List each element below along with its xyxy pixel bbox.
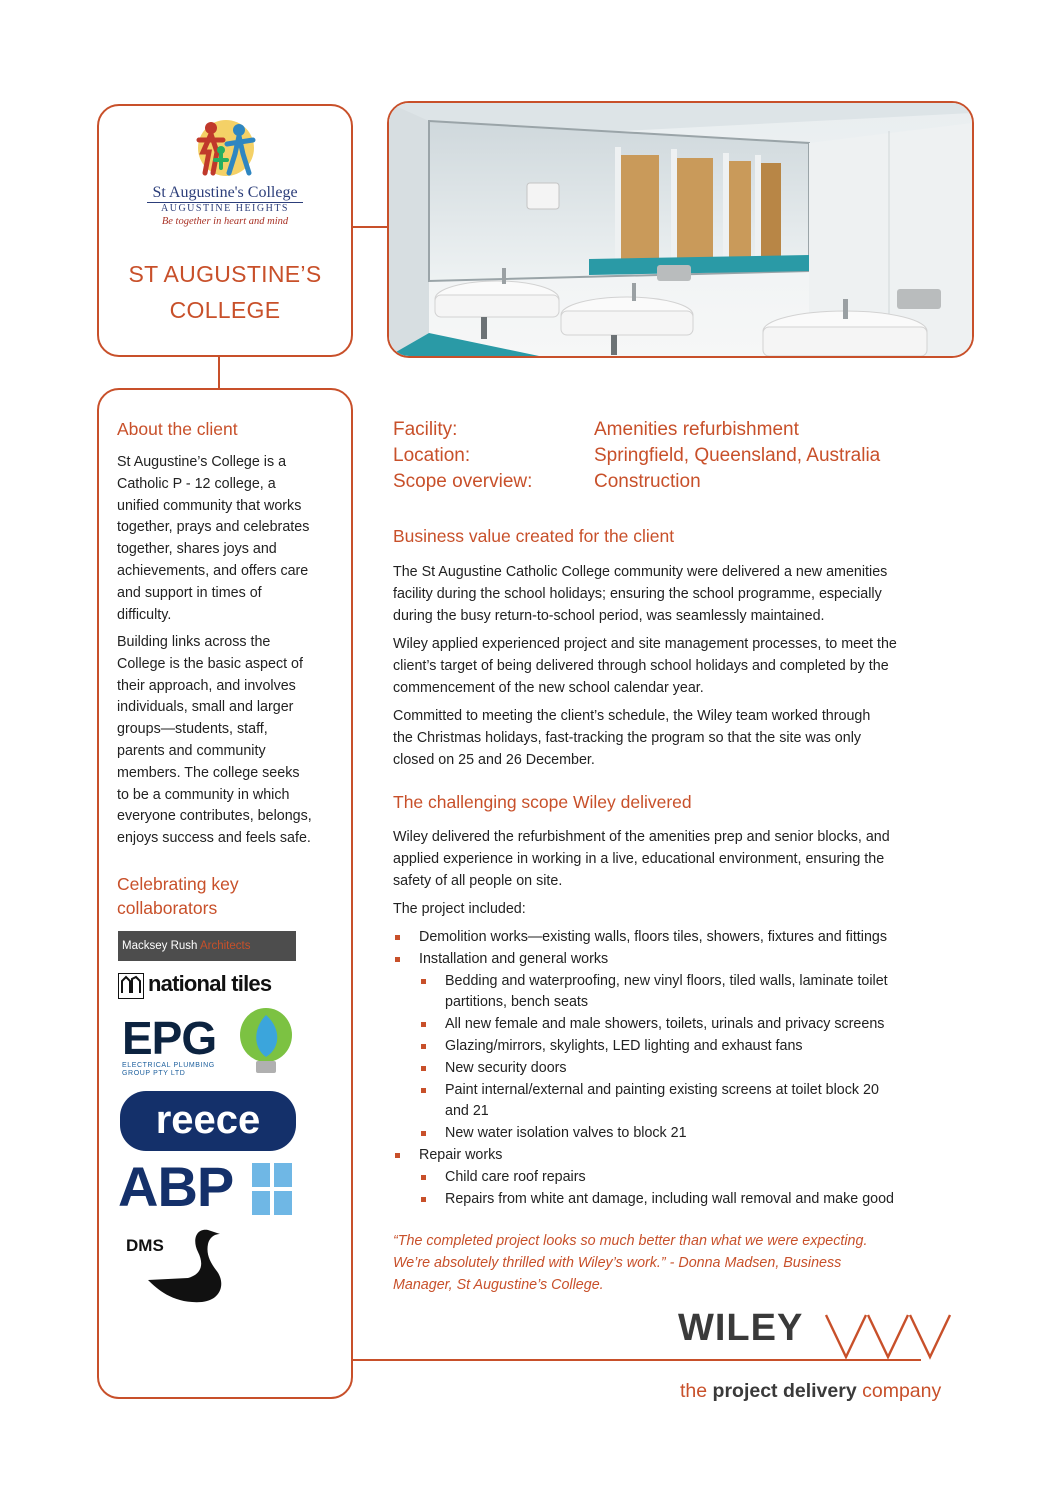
quote-line: Manager, St Augustine’s College. <box>393 1277 604 1293</box>
scope-subitem <box>393 1080 993 1124</box>
national-tiles-logo <box>118 971 318 1001</box>
wiley-tagline <box>680 1380 941 1403</box>
about-line: groups—students, staff, <box>117 721 268 738</box>
reece-logo <box>120 1091 296 1151</box>
abp-window-icon <box>252 1163 294 1215</box>
body-line: closed on 25 and 26 December. <box>393 752 595 768</box>
about-line: everyone contributes, belongs, <box>117 808 312 825</box>
bullet-square-icon <box>395 935 400 940</box>
tagline-company: company <box>856 1380 942 1402</box>
epg-logo <box>118 1007 298 1081</box>
about-line: their approach, and involves <box>117 677 296 694</box>
scope-item <box>393 927 993 949</box>
scope-item-line: New security doors <box>445 1059 567 1076</box>
about-line: enjoys success and feels safe. <box>117 830 311 847</box>
scope-item-line: Installation and general works <box>419 950 609 967</box>
body-line: Committed to meeting the client’s schedule, the Wiley team worked through <box>393 708 871 724</box>
about-line: individuals, small and larger <box>117 699 294 716</box>
dms-logo <box>118 1226 258 1308</box>
body-line: the Christmas holidays, fast-tracking the program so that the site was only <box>393 730 862 746</box>
quote-line: “The completed project looks so much better than what we were expecting. <box>393 1233 868 1249</box>
about-line: unified community that works <box>117 497 302 514</box>
national-tiles-icon <box>118 973 144 999</box>
body-line: during the busy return-to-school period, was seamlessly maintained. <box>393 608 825 624</box>
dms-text: DMS <box>126 1236 164 1255</box>
abp-text: ABP <box>118 1155 234 1218</box>
about-line: College is the basic aspect of <box>117 655 303 672</box>
project-details <box>393 417 993 495</box>
wiley-chevron-mark <box>824 1311 956 1361</box>
detail-row-facility <box>393 417 993 443</box>
tagline-project-delivery: project delivery <box>712 1380 857 1402</box>
scope-item-line: Repair works <box>419 1146 503 1163</box>
connector-logo-photo <box>353 226 387 228</box>
scope-item <box>393 1145 993 1167</box>
about-client-paragraph-2 <box>117 632 347 850</box>
body-line: Wiley delivered the refurbishment of the amenities prep and senior blocks, and <box>393 829 890 845</box>
scope-value: Construction <box>594 471 701 492</box>
collaborators-heading <box>117 872 239 920</box>
scope-item <box>393 949 993 971</box>
swan-icon <box>118 1226 228 1308</box>
business-paragraph-3 <box>393 705 978 771</box>
quote-line: We’re absolutely thrilled with Wiley’s work.” - Donna Madsen, Business <box>393 1255 842 1271</box>
bullet-square-icon <box>421 1066 426 1071</box>
college-logo-underline <box>147 202 303 203</box>
epg-text: EPG <box>122 1012 217 1064</box>
scope-item-line: Demolition works—existing walls, floors tiles, showers, fixtures and fittings <box>419 929 887 945</box>
macksey-architects-text: Architects <box>199 940 251 952</box>
business-value-heading: Business value created for the client <box>393 526 675 546</box>
lightbulb-icon <box>236 1007 296 1079</box>
detail-row-scope <box>393 469 993 495</box>
business-paragraph-1 <box>393 561 978 627</box>
bullet-square-icon <box>421 1044 426 1049</box>
wiley-wordmark: WILEY <box>678 1307 804 1349</box>
connector-logo-sidebar <box>218 357 220 388</box>
facility-label: Facility: <box>393 419 458 440</box>
college-title-line1: ST AUGUSTINE’S <box>128 261 322 287</box>
about-client-paragraph-1 <box>117 452 347 626</box>
location-value: Springfield, Queensland, Australia <box>594 445 881 466</box>
college-logo-subtitle: AUGUSTINE HEIGHTS <box>161 203 289 214</box>
about-line: Building links across the <box>117 634 271 650</box>
scope-item-line: Glazing/mirrors, skylights, LED lighting and exhaust fans <box>445 1037 803 1054</box>
about-line: together, prays and celebrates <box>117 519 310 536</box>
body-line: Wiley applied experienced project and site management processes, to meet the <box>393 636 897 652</box>
detail-row-location <box>393 443 993 469</box>
scope-item-line: and 21 <box>445 1103 489 1120</box>
bullet-square-icon <box>421 1022 426 1027</box>
collaborators-heading-line2: collaborators <box>117 898 218 918</box>
bullet-square-icon <box>395 1153 400 1158</box>
about-line: together, shares joys and <box>117 541 277 558</box>
scope-item-line: Paint internal/external and painting existing screens at toilet block 20 <box>445 1081 879 1098</box>
scope-item-line: New water isolation valves to block 21 <box>445 1125 687 1142</box>
college-title <box>99 256 351 328</box>
scope-item-line: All new female and male showers, toilets, urinals and privacy screens <box>445 1016 885 1033</box>
college-title-line2: COLLEGE <box>169 297 281 323</box>
tagline-the: the <box>680 1380 713 1402</box>
scope-subitem <box>393 1036 993 1058</box>
scope-item-line: partitions, bench seats <box>445 994 589 1011</box>
epg-subtitle: ELECTRICAL PLUMBING GROUP PTY LTD <box>122 1062 215 1077</box>
national-tiles-text: national tiles <box>148 971 272 996</box>
scope-subitem <box>393 1167 993 1189</box>
bullet-square-icon <box>421 1197 426 1202</box>
location-label: Location: <box>393 445 471 466</box>
amenities-photo <box>387 101 974 358</box>
bullet-square-icon <box>421 1131 426 1136</box>
about-line: to be a community in which <box>117 786 290 803</box>
bullet-square-icon <box>421 979 426 984</box>
body-line: facility during the school holidays; ensuring the school programme, especially <box>393 586 882 602</box>
scope-subitem <box>393 1058 993 1080</box>
college-logo-figures <box>181 118 271 178</box>
client-quote <box>393 1230 963 1296</box>
abp-logo <box>118 1155 298 1218</box>
about-line: St Augustine’s College is a <box>117 454 287 470</box>
about-line: achievements, and offers care <box>117 562 309 579</box>
college-logo-motto: Be together in heart and mind <box>161 216 289 227</box>
body-line: commencement of the new school calendar year. <box>393 680 704 696</box>
about-line: members. The college seeks <box>117 764 300 781</box>
scope-paragraph-1 <box>393 826 978 892</box>
facility-value: Amenities refurbishment <box>594 419 799 440</box>
about-client-heading: About the client <box>117 419 238 439</box>
scope-item-line: Bedding and waterproofing, new vinyl floors, tiled walls, laminate toilet <box>445 972 888 989</box>
amenities-photo-illustration <box>389 103 972 356</box>
about-line: Catholic P - 12 college, a <box>117 475 276 492</box>
bullet-square-icon <box>395 957 400 962</box>
scope-label: Scope overview: <box>393 471 533 492</box>
reece-text: reece <box>155 1098 261 1142</box>
body-line: safety of all people on site. <box>393 873 563 889</box>
college-logo-name: St Augustine's College <box>152 184 298 201</box>
scope-subitem <box>393 1123 993 1145</box>
body-line: applied experience in working in a live, educational environment, ensuring the <box>393 851 885 867</box>
college-logo-box <box>97 104 353 357</box>
business-paragraph-2 <box>393 633 978 699</box>
body-line: client’s target of being delivered through school holidays and completed by the <box>393 658 889 674</box>
macksey-rush-text: Macksey Rush <box>122 940 200 952</box>
collaborators-heading-line1: Celebrating key <box>117 874 239 894</box>
body-line: The St Augustine Catholic College community were delivered a new amenities <box>393 564 888 580</box>
client-sidebar <box>97 388 353 1399</box>
wiley-logo <box>678 1305 968 1365</box>
scope-subitem <box>393 1014 993 1036</box>
about-line: difficulty. <box>117 606 172 623</box>
scope-item-line: Child care roof repairs <box>445 1168 586 1185</box>
scope-intro: The project included: <box>393 901 526 917</box>
scope-subitem <box>393 1189 993 1211</box>
about-line: and support in times of <box>117 584 262 601</box>
scope-item-line: Repairs from white ant damage, including wall removal and make good <box>445 1190 894 1207</box>
scope-list <box>393 927 993 1210</box>
about-line: parents and community <box>117 742 266 759</box>
bullet-square-icon <box>421 1175 426 1180</box>
macksey-rush-logo <box>118 931 296 961</box>
bullet-square-icon <box>421 1088 426 1093</box>
scope-subitem <box>393 971 993 1015</box>
scope-heading: The challenging scope Wiley delivered <box>393 792 692 812</box>
